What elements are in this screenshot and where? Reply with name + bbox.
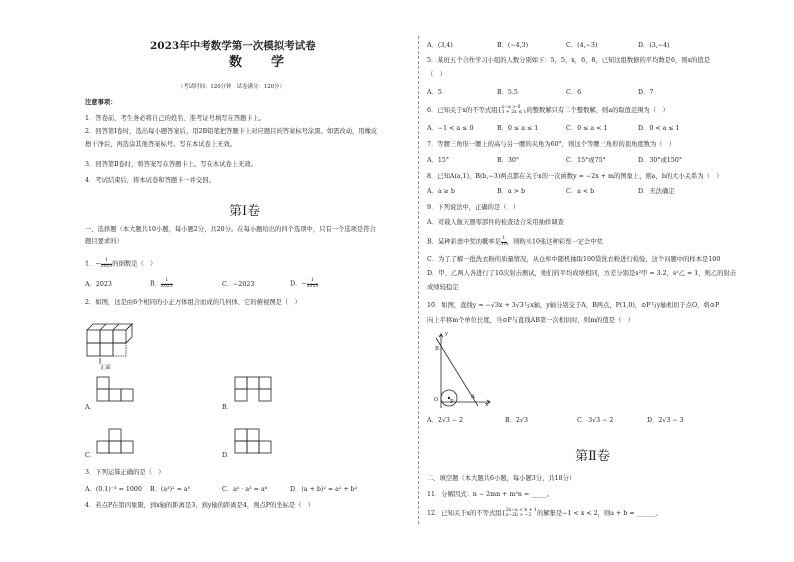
question-10-cont: 向上平移m个单位长度，当⊙P与直线AB第一次相切时，则m的值是（ ） [427,317,634,324]
q6-option-a[interactable]: A．−1 < a ≤ 0 [427,125,474,132]
question-12: 12．已知关于x的不等式组{ 2x−a < b + 1 x−2b > −2 的解集是−1 < x < 2，则a + b = ______。 [427,508,662,518]
label-o: O [434,397,439,403]
q2-figure-d[interactable] [234,428,274,458]
q10-option-b[interactable]: B．2√3 [505,417,528,424]
note-item: 4．考试结束后，将本试卷和答题卡一并交回。 [85,177,215,184]
q8-option-d[interactable]: D．无法确定 [638,188,675,195]
q3-option-b[interactable]: B．(a³)² = a⁵ [150,486,191,493]
question-5-cont: （ ） [427,71,446,78]
q2-option-d[interactable]: D． [222,452,234,459]
q5-option-c[interactable]: C．6 [566,89,582,96]
q6-option-b[interactable]: B．0 ≤ a ≤ 1 [497,125,539,132]
q8-option-a[interactable]: A．a ≥ b [427,188,455,195]
q7-option-b[interactable]: B．30° [497,157,520,164]
front-view-label: 正面 [100,365,111,371]
q2-option-b[interactable]: B． [222,404,233,411]
q10-option-d[interactable]: D．2√3 − 3 [647,417,684,424]
note-item: 3．回答第Ⅱ卷时，将答案写在答题卡上。写在本试卷上无效。 [85,161,258,168]
paper-title: 2023年中考数学第一次模拟考试卷 [150,40,316,52]
label-y: y [445,331,449,337]
q4-option-c[interactable]: C．(4,−3) [566,42,598,49]
label-b: B [435,346,439,352]
q10-coordinate-figure [428,330,498,412]
q2-figure-c[interactable] [96,428,146,458]
label-p: P [450,399,454,405]
q2-figure-b[interactable] [234,376,274,416]
q10-option-c[interactable]: C．3√3 − 2 [577,417,614,424]
q6-option-c[interactable]: C．0 ≤ a < 1 [566,125,608,132]
q2-figure-a[interactable] [96,376,136,406]
section1-instructions: 一、选择题（本大题共10小题，每小题2分，共20分。在每小题给出的四个选项中，只有一个选项是符合 [85,226,376,233]
q9-option-a[interactable]: A．对载人航天器零部件的检查适合采用抽样调查 [427,219,564,226]
q3-option-d[interactable]: D．(a + b)² = a² + b² [290,486,358,493]
notes-heading: 注意事项： [85,99,117,106]
label-x: x [485,402,489,408]
section2-instructions: 二、填空题（本大题共6小题，每小题3分，共18分） [427,475,576,482]
question-4: 4．若点P在第四象限，到x轴的距离是3，到y轴的距离是4，则点P的坐标是（ ） [85,502,315,509]
subject-title: 数 学 [229,55,293,70]
q9-option-d-cont: 成绩较稳定 [427,284,459,291]
q5-option-d[interactable]: D．7 [638,89,654,96]
q7-option-a[interactable]: A．15° [427,157,450,164]
q7-option-c[interactable]: C．15°或75° [566,157,606,164]
q1-option-a[interactable]: A．2023 [85,281,112,288]
column-divider [418,36,419,524]
question-11: 11．分解因式：n − 2mn + m²n = _____。 [427,491,554,498]
question-6: 6．已知关于x的不等式组{ x−a > 0 3 + 2x ≤ 1 的整数解只有二个整数解，则a的取值范围为（ ） [427,105,669,115]
q1-option-b[interactable]: B． $\frac{1}{2023}$ [150,278,173,289]
q8-option-b[interactable]: B．a > b [497,188,525,195]
cube-solid-figure [82,318,152,368]
q4-option-b[interactable]: B．(−4,3) [497,42,529,49]
q1-option-c[interactable]: C．−2023 [222,281,255,288]
q4-option-d[interactable]: D．(3,−4) [638,42,670,49]
q10-option-a[interactable]: A．2√3 − 2 [427,417,464,424]
label-a: A [471,394,475,400]
exam-meta: （考试时间：120分钟 试卷满分：120分） [178,84,285,90]
q5-option-a[interactable]: A．5 [427,89,442,96]
section1-instructions: 题目要求的） [85,238,123,245]
part1-title: 第Ⅰ卷 [229,203,261,218]
note-item: 1．答卷前，考生务必将自己的姓名、准考证号填写在答题卡上。 [85,115,266,122]
question-10: 10．如图，直线y = −√3x + 3√3与x轴，y轴分别交于A，B两点，P(1,0)，⊙P与y轴相切于点O，将⊙P [427,302,720,309]
question-2: 2．如图，这是由6个相同的小正方体组合而成的几何体，它的俯视图是（ ） [85,299,301,306]
question-5: 5．某班五个合作学习小组的人数分别如下：5，5，x，6，8，已知这组数据的平均数是6，则x的值是 [427,57,711,64]
question-7: 7．等腰三角形一腰上的高与另一腰的夹角为60°，则这个等腰三角形的顶角度数为（ ） [427,141,676,148]
question-8: 8．已知A(a,1)，B(b,−3)两点都在关于x的一次函数y = −2x + m的图象上，则a，b的大小关系为（ ） [427,173,723,180]
q8-option-c[interactable]: C．a < b [566,188,595,195]
question-1: 1．− $\frac{1}{2023}$ 的倒数是（ ） [85,258,157,269]
q9-option-c[interactable]: C．为了了解一批洗衣粉的质量情况，从仓库中随机抽取100袋洗衣粉进行检验，这个问题中的样本是100 [427,256,721,263]
q7-option-d[interactable]: D．30°或150° [638,157,682,164]
q6-option-d[interactable]: D．0 < a ≤ 1 [638,125,680,132]
q3-option-a[interactable]: A．(0.1)⁻³ = 1000 [85,486,142,493]
note-item: 2．回答第Ⅰ卷时，选出每小题答案后，用2B铅笔把答题卡上对应题目的答案标号涂黑。如需改动，用橡皮 [85,128,378,135]
q2-option-a[interactable]: A． [85,404,96,411]
q2-option-c[interactable]: C． [85,452,97,459]
question-9: 9．下列说法中，正确的是（ ） [427,204,520,211]
note-item: 擦干净后，再选涂其他答案标号。写在本试卷上无效。 [85,141,237,148]
q4-option-a[interactable]: A．(3,4) [427,42,453,49]
part2-title: 第Ⅱ卷 [575,448,610,463]
q3-option-c[interactable]: C．a² · a³ = a⁶ [222,486,268,493]
question-3: 3．下列运算正确的是（ ） [85,469,165,476]
q9-option-b[interactable]: B．某种彩票中奖的概率是 $\frac{1}{10}$ ，则购买10张这种彩票一定会中奖 [427,236,603,247]
q1-option-d[interactable]: D．− $\frac{1}{2023}$ [290,278,319,289]
q5-option-b[interactable]: B．5.5 [497,89,518,96]
q9-option-d[interactable]: D．甲、乙两人各进行了10次射击测试，他们的平均成绩相同，方差分别是s²甲 = 3.2，s²乙 = 1，则乙的射击 [427,270,737,277]
